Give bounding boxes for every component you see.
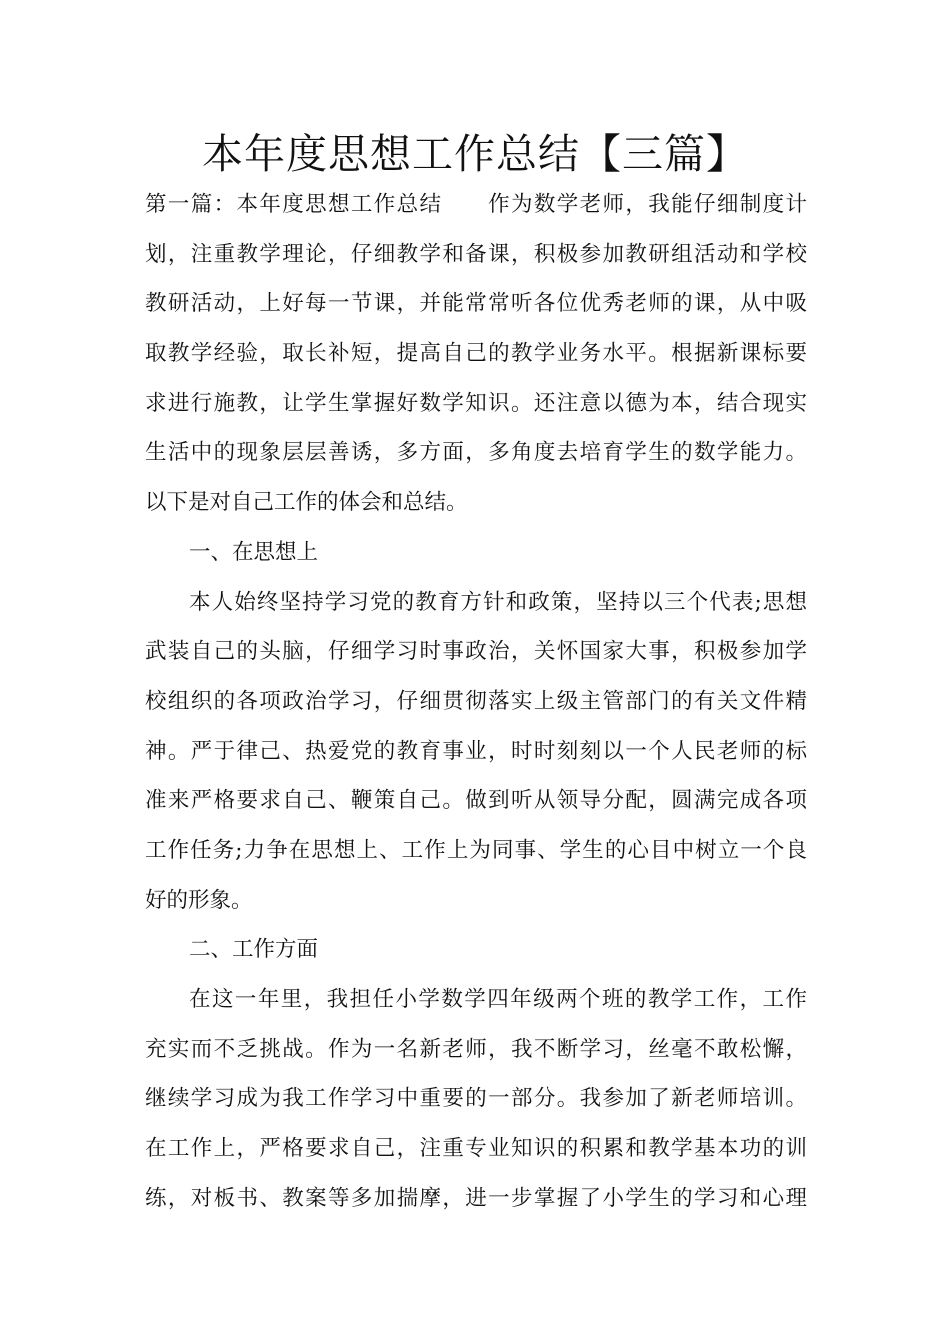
text-line: 求进行施教，让学生掌握好数学知识。还注意以德为本，结合现实 <box>145 390 807 416</box>
text-line: 生活中的现象层层善诱，多方面，多角度去培育学生的数学能力。 <box>145 440 807 466</box>
text-line: 准来严格要求自己、鞭策自己。做到听从领导分配，圆满完成各项 <box>145 788 807 814</box>
text-line: 取教学经验，取长补短，提高自己的教学业务水平。根据新课标要 <box>145 341 807 367</box>
document-body <box>145 180 807 1223</box>
document-title: 本年度思想工作总结【三篇】 <box>202 130 748 178</box>
text-line: 神。严于律己、热爱党的教育事业，时时刻刻以一个人民老师的标 <box>145 738 807 764</box>
text-line: 工作任务;力争在思想上、工作上为同事、学生的心目中树立一个良 <box>145 837 807 863</box>
text-line: 好的形象。 <box>145 887 253 913</box>
text-line: 教研活动，上好每一节课，并能常常听各位优秀老师的课，从中吸 <box>145 291 807 317</box>
text-line: 第一篇：本年度思想工作总结 作为数学老师，我能仔细制度计 <box>145 192 807 217</box>
text-line: 校组织的各项政治学习，仔细贯彻落实上级主管部门的有关文件精 <box>145 688 807 714</box>
text-line: 本人始终坚持学习党的教育方针和政策，坚持以三个代表;思想 <box>189 589 807 615</box>
text-line: 练，对板书、教案等多加揣摩，进一步掌握了小学生的学习和心理 <box>145 1185 807 1211</box>
text-line: 继续学习成为我工作学习中重要的一部分。我参加了新老师培训。 <box>145 1086 807 1112</box>
text-line: 充实而不乏挑战。作为一名新老师，我不断学习，丝毫不敢松懈， <box>145 1036 807 1062</box>
text-line: 划，注重教学理论，仔细教学和备课，积极参加教研组活动和学校 <box>145 241 807 267</box>
text-line: 在这一年里，我担任小学数学四年级两个班的教学工作，工作 <box>189 987 807 1012</box>
text-line: 武装自己的头脑，仔细学习时事政治，关怀国家大事，积极参加学 <box>145 639 807 665</box>
text-line: 二、工作方面 <box>189 937 319 963</box>
text-line: 一、在思想上 <box>189 539 319 565</box>
text-line: 在工作上，严格要求自己，注重专业知识的积累和教学基本功的训 <box>145 1136 807 1162</box>
text-line: 以下是对自己工作的体会和总结。 <box>145 490 468 516</box>
